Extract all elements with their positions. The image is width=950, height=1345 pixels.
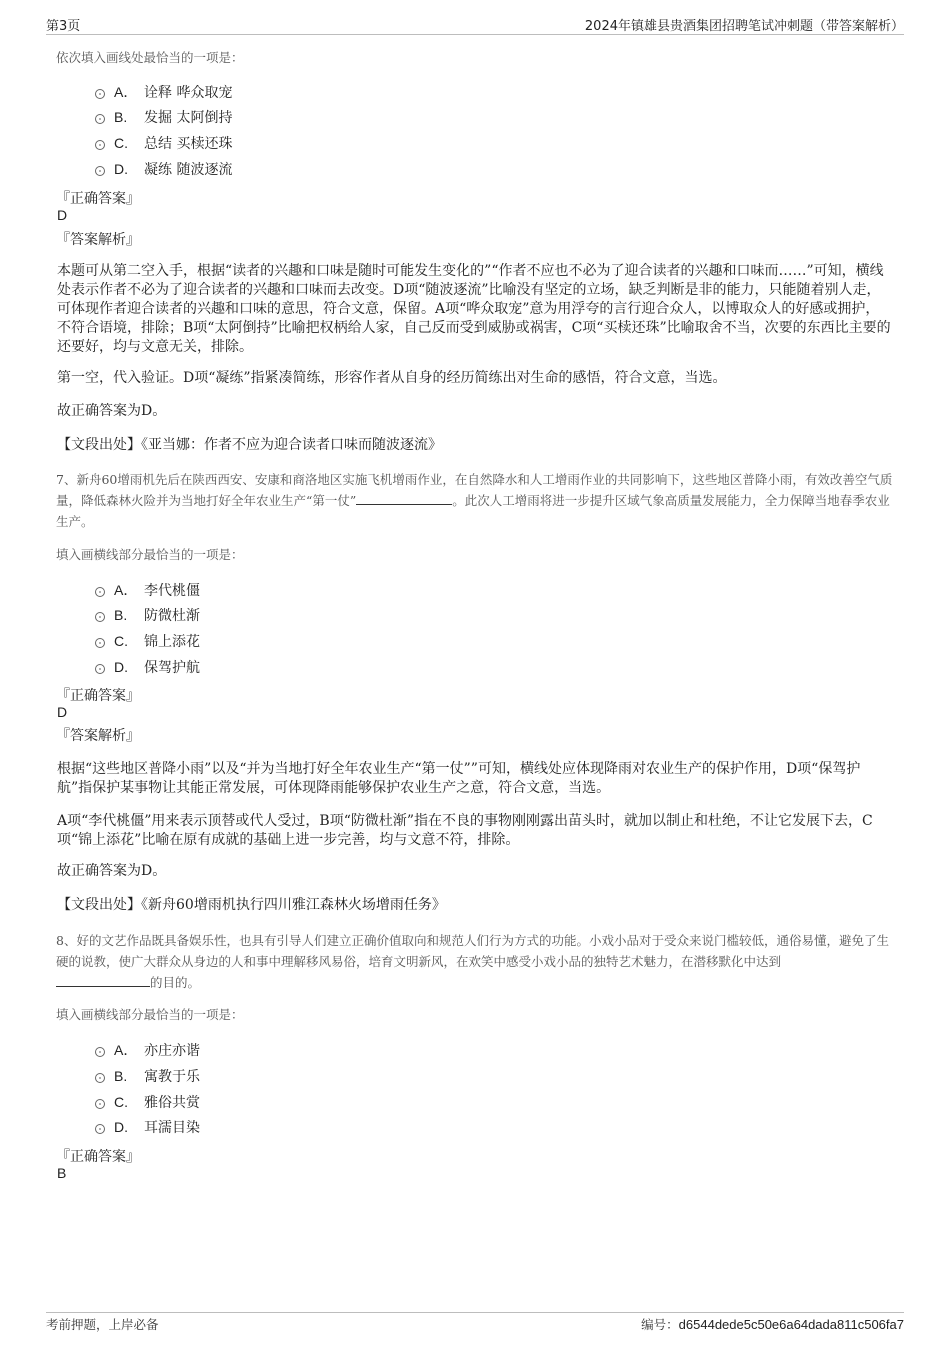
fill-blank	[56, 974, 150, 987]
radio-icon[interactable]	[95, 89, 105, 99]
q6-option-d[interactable]: D. 凝练 随波逐流	[95, 159, 232, 179]
q6-option-b[interactable]: B. 发掘 太阿倒持	[95, 107, 232, 127]
q6-analysis-paragraph: 第一空，代入验证。D项“凝练”指紧凑简练，形容作者从自身的经历简练出对生命的感悟，符合文意，当选。	[57, 370, 727, 386]
radio-icon[interactable]	[95, 664, 105, 674]
q7-option-b[interactable]: B. 防微杜渐	[95, 605, 200, 625]
q7-source: 【文段出处】《新舟60增雨机执行四川雅江森林火场增雨任务》	[57, 897, 446, 913]
page-footer	[46, 1312, 904, 1335]
q7-option-c[interactable]: C. 锦上添花	[95, 631, 200, 651]
page-header	[46, 14, 904, 35]
document-code: 编号：d6544dede5c50e6a64dada811c506fa7	[641, 1317, 904, 1332]
q6-source: 【文段出处】《亚当娜：作者不应为迎合读者口味而随波逐流》	[57, 437, 442, 453]
q7-analysis-paragraph: A项“李代桃僵”用来表示顶替或代人受过，B项“防微杜渐”指在不良的事物刚刚露出苗头时，就加以制止和杜绝，不让它发展下去，C项“锦上添花”比喻在原有成就的基础上进一步完善，均与文意不符，排除。	[57, 813, 873, 848]
radio-icon[interactable]	[95, 166, 105, 176]
q6-option-c[interactable]: C. 总结 买椟还珠	[95, 133, 232, 153]
radio-icon[interactable]	[95, 1099, 105, 1109]
q8-option-a[interactable]: A． 亦庄亦谐	[95, 1040, 200, 1060]
q7-prompt: 填入画横线部分最恰当的一项是：	[56, 547, 244, 562]
q8-stem: 8、好的文艺作品既具备娱乐性，也具有引导人们建立正确价值取向和规范人们行为方式的功能。小戏小品对于受众来说门槛较低，通俗易懂，避免了生硬的说教，使广大群众从身边的人和事中理解移风易俗，培育文明新风，在欢笑中感受小戏小品的独特艺术魅力，在潜移默化中达到 的目的。	[56, 933, 889, 990]
page-number: 第3页	[46, 19, 81, 34]
footer-note: 考前押题，上岸必备	[46, 1317, 159, 1332]
q8-option-c[interactable]: C. 雅俗共赏	[95, 1092, 200, 1112]
fill-blank	[356, 492, 452, 505]
q6-analysis-conclusion: 故正确答案为D。	[57, 403, 167, 419]
q7-answer-label: 『正确答案』	[56, 688, 140, 704]
q6-answer: D	[57, 207, 68, 223]
q7-analysis-label: 『答案解析』	[56, 728, 140, 744]
q6-answer-label: 『正确答案』	[56, 191, 140, 207]
radio-icon[interactable]	[95, 587, 105, 597]
q6-analysis-label: 『答案解析』	[56, 232, 140, 248]
radio-icon[interactable]	[95, 1124, 105, 1134]
document-title: 2024年镇雄县贵酒集团招聘笔试冲刺题（带答案解析）	[584, 19, 904, 34]
q6-option-a[interactable]: A． 诠释 哗众取宠	[95, 82, 232, 102]
q8-option-b[interactable]: B. 寓教于乐	[95, 1066, 200, 1086]
radio-icon[interactable]	[95, 612, 105, 622]
radio-icon[interactable]	[95, 1047, 105, 1057]
q6-prompt: 依次填入画线处最恰当的一项是：	[56, 50, 244, 65]
q8-answer-label: 『正确答案』	[56, 1149, 140, 1165]
q8-prompt: 填入画横线部分最恰当的一项是：	[56, 1007, 244, 1022]
radio-icon[interactable]	[95, 638, 105, 648]
q7-answer: D	[57, 704, 68, 720]
radio-icon[interactable]	[95, 1073, 105, 1083]
q7-analysis-paragraph: 根据“这些地区普降小雨”以及“并为当地打好全年农业生产“第一仗””可知，横线处应体现降雨对农业生产的保护作用，D项“保驾护航”指保护某事物让其能正常发展，可体现降雨能够保护农业生产之意，符合文意，当选。	[57, 761, 861, 796]
q7-stem: 7、新舟60增雨机先后在陕西西安、安康和商洛地区实施飞机增雨作业，在自然降水和人工增雨作业的共同影响下，这些地区普降小雨，有效改善空气质量，降低森林火险并为当地打好全年农业生产“第一仗” 。此次人工增雨将进一步提升区域气象高质量发展能力，全力保障当地春季农业生产。	[56, 472, 893, 529]
q8-option-d[interactable]: D. 耳濡目染	[95, 1117, 200, 1137]
q8-answer: B	[57, 1165, 67, 1181]
q7-option-a[interactable]: A． 李代桃僵	[95, 580, 200, 600]
q6-analysis-paragraph: 本题可从第二空入手，根据“读者的兴趣和口味是随时可能发生变化的”“作者不应也不必为了迎合读者的兴趣和口味而……”可知，横线处表示作者不必为了迎合读者的兴趣和口味而去改变。D项“随波逐流”比喻没有坚定的立场，缺乏判断是非的能力，只能随着别人走，可体现作者迎合读者的兴趣和口味的意思，符合文意，保留。A项“哗众取宠”意为用浮夸的言行迎合众人，以博取众人的好感或拥护，不符合语境，排除；B项“太阿倒持”比喻把权柄给人家，自己反而受到威胁或祸害，C项“买椟还珠”比喻取舍不当，次要的东西比主要的还要好，均与文意无关，排除。	[57, 263, 891, 355]
radio-icon[interactable]	[95, 140, 105, 150]
q7-option-d[interactable]: D. 保驾护航	[95, 657, 200, 677]
radio-icon[interactable]	[95, 114, 105, 124]
q7-analysis-conclusion: 故正确答案为D。	[57, 863, 167, 879]
